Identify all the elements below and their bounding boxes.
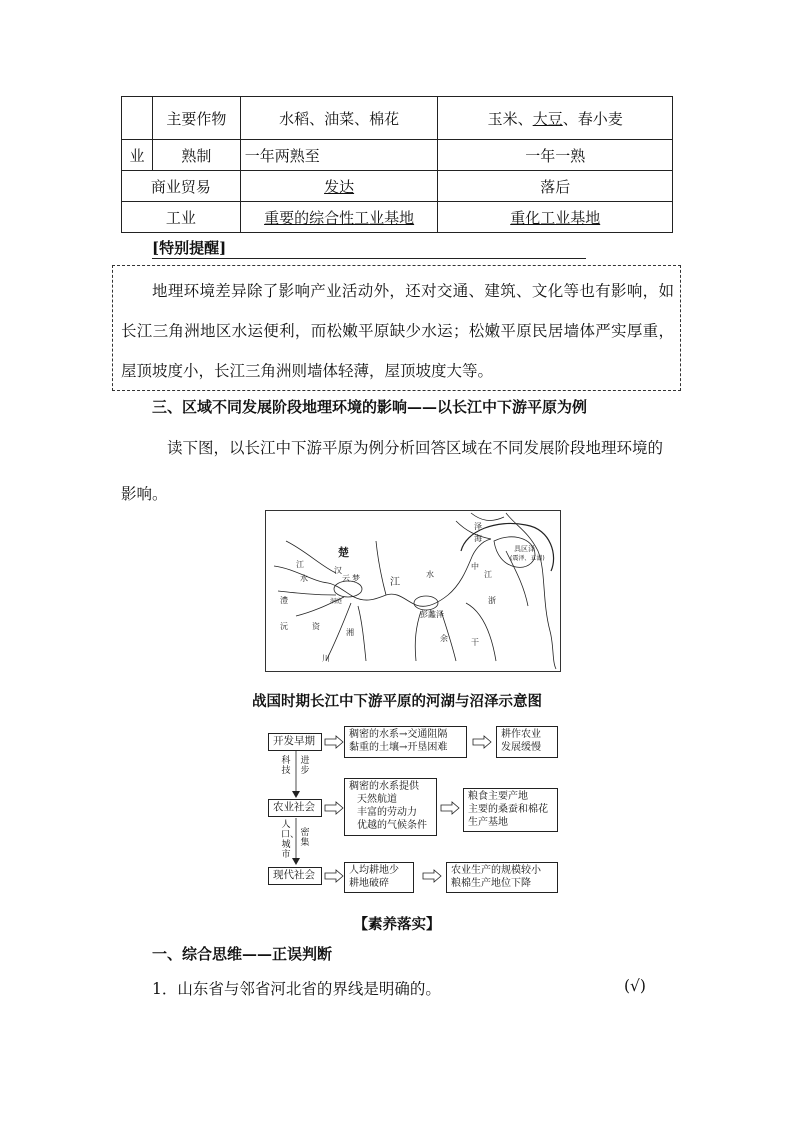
map-label: 楚: [338, 546, 349, 559]
table-row: [122, 140, 673, 171]
map-label: 洞庭: [330, 598, 343, 605]
map-drawing: [266, 511, 560, 671]
map-label: 川: [322, 654, 330, 663]
map-label: 江: [296, 560, 304, 569]
arrow-right-icon: [472, 735, 492, 749]
table-cell: 落后: [438, 171, 673, 202]
arrow-right-icon: [324, 801, 344, 815]
arrow-right-icon: [440, 801, 460, 815]
question-1: 1．山东省与邻省河北省的界线是明确的。: [152, 980, 441, 998]
special-tip-heading: [特别提醒]: [152, 237, 586, 259]
literacy-practice-heading: 【素养落实】: [353, 916, 441, 933]
table-cell-label: 熟制: [152, 140, 240, 171]
arrow-down-icon: [292, 751, 300, 798]
map-label: 云: [342, 574, 350, 583]
table-cell: 重要的综合性工业基地: [240, 202, 438, 233]
map-label: 沅: [280, 622, 288, 631]
table-cell: 重化工业基地: [438, 202, 673, 233]
instruction-paragraph: 读下图，以长江中下游平原为例分析回答区域在不同发展阶段地理环境的影响。: [121, 439, 664, 503]
special-tip-box: 地理环境差异除了影响产业活动外，还对交通、建筑、文化等也有影响，如长江三角洲地区水运便利，而松嫩平原缺少水运；松嫩平原民居墙体严实厚重，屋顶坡度小，长江三角洲则墙体轻薄，屋顶坡度大等。: [112, 265, 681, 391]
link2-right-label: 密集: [300, 828, 310, 848]
stage1-cause-box: 稠密的水系→交通阻隔 黏重的土壤→开垦困难: [344, 726, 467, 758]
map-label: 梦: [352, 574, 360, 583]
arrow-right-icon: [324, 735, 344, 749]
section-heading-1: 一、综合思维——正误判断: [152, 945, 333, 963]
stage-box-modern: 现代社会: [268, 867, 322, 885]
table-cell: 一年一熟: [438, 140, 673, 171]
arrow-down-icon: [292, 818, 300, 865]
map-label: 汉: [334, 566, 342, 575]
map-label: (震泽、五湖): [510, 555, 545, 562]
map-label: 具区泽: [514, 545, 535, 553]
table-cell-label: 商业贸易: [122, 171, 241, 202]
map-caption: 战国时期长江中下游平原的河湖与沼泽示意图: [252, 693, 542, 710]
map-label: 浙: [488, 596, 496, 605]
stage-box-early: 开发早期: [268, 733, 322, 751]
stage2-result-box: 粮食主要产地 主要的桑蚕和棉花 生产基地: [463, 788, 558, 832]
arrow-right-icon: [324, 869, 344, 883]
crop-comparison-table: [121, 96, 673, 233]
map-label: 水: [300, 574, 308, 583]
table-cell: 一年两熟至: [240, 140, 438, 171]
stage3-cause-box: 人均耕地少 耕地破碎: [344, 862, 414, 893]
table-cell: 玉米、大豆、春小麦: [438, 97, 673, 140]
arrow-right-icon: [422, 869, 442, 883]
link1-right-label: 进步: [300, 756, 310, 776]
table-cell: 发达: [240, 171, 438, 202]
section-heading-3: 三、区域不同发展阶段地理环境的影响——以长江中下游平原为例: [152, 398, 588, 416]
table-row: [122, 171, 673, 202]
table-cell-side: [122, 97, 153, 140]
map-label: 澧: [280, 596, 288, 605]
stage2-cause-box: 稠密的水系提供 天然航道 丰富的劳动力 优越的气候条件: [344, 778, 437, 836]
stage-box-agricultural: 农业社会: [268, 799, 322, 817]
map-label: 湘: [346, 628, 354, 637]
map-label: 江: [484, 570, 492, 579]
table-row: [122, 202, 673, 233]
stage3-result-box: 农业生产的规模较小 粮棉生产地位下降: [446, 862, 558, 893]
link2-left-label: 人口、城市: [281, 820, 300, 860]
map-label: 海: [474, 534, 482, 543]
map-label: 中: [471, 562, 479, 571]
map-label: 水: [426, 570, 434, 579]
table-cell-label: 工业: [122, 202, 241, 233]
table-cell: 水稻、油菜、棉花: [240, 97, 438, 140]
river-lake-map: [265, 510, 561, 672]
development-stage-flowchart: [265, 724, 565, 892]
map-label: 泽: [474, 522, 482, 531]
stage1-result-box: 耕作农业 发展缓慢: [496, 726, 558, 758]
map-label: 资: [312, 622, 320, 631]
map-label: 彭蠡泽: [420, 610, 444, 619]
link1-left-label: 科技: [281, 756, 291, 776]
map-label: 江: [390, 577, 400, 588]
map-label: 干: [471, 638, 479, 647]
table-cell-side: 业: [122, 140, 153, 171]
table-row: [122, 97, 673, 140]
table-cell-label: 主要作物: [152, 97, 240, 140]
answer-1: (√): [624, 977, 646, 995]
map-label: 余: [440, 634, 448, 643]
